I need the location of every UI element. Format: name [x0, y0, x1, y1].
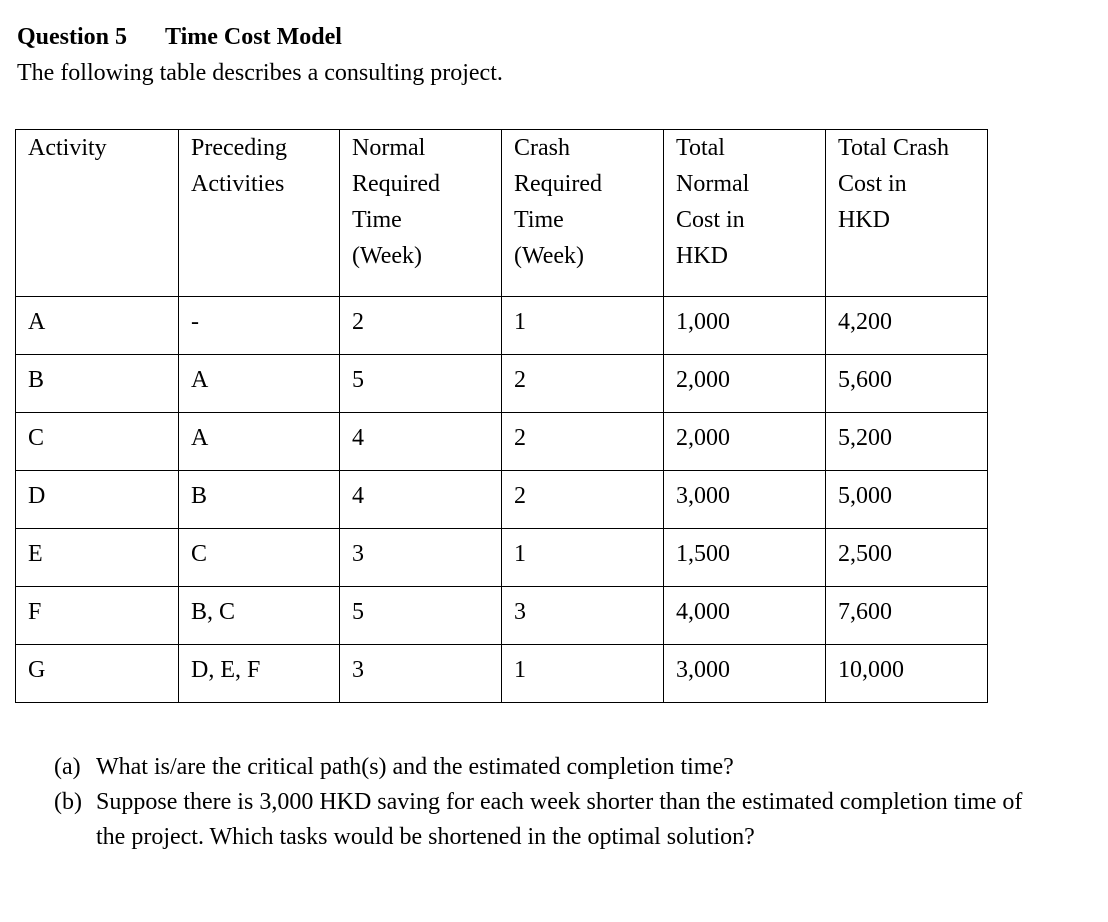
cell-crash-cost: 4,200 — [826, 297, 988, 355]
header-line: Crash — [514, 135, 570, 161]
header-line: Cost in — [676, 207, 745, 233]
table-row — [16, 587, 988, 645]
question-text-a: What is/are the critical path(s) and the estimated completion time? — [96, 754, 734, 780]
header-line: Total — [676, 135, 725, 161]
header-line: Activity — [28, 135, 107, 161]
cell-crash-cost: 5,600 — [826, 355, 988, 413]
header-line: Time — [514, 207, 564, 233]
cell-crash-cost: 2,500 — [826, 529, 988, 587]
question-label-b: (b) — [54, 789, 82, 815]
question-label-a: (a) — [54, 754, 81, 780]
cell-activity: A — [16, 297, 179, 355]
header-line: Required — [352, 171, 440, 197]
header-preceding-activities — [179, 130, 340, 297]
cell-activity: F — [16, 587, 179, 645]
header-line: Normal — [676, 171, 750, 197]
cell-crash-time: 1 — [502, 297, 664, 355]
cell-preceding: C — [179, 529, 340, 587]
cell-normal-time: 5 — [340, 355, 502, 413]
cell-crash-cost: 5,200 — [826, 413, 988, 471]
cell-normal-time: 4 — [340, 471, 502, 529]
header-activity — [16, 130, 179, 297]
cell-normal-time: 3 — [340, 529, 502, 587]
header-line: Preceding — [191, 135, 287, 161]
cell-crash-time: 2 — [502, 413, 664, 471]
header-line: Normal — [352, 135, 426, 161]
cell-preceding: A — [179, 355, 340, 413]
cell-normal-cost: 2,000 — [664, 355, 826, 413]
question-item-a — [54, 750, 1056, 785]
cell-activity: G — [16, 645, 179, 703]
table-header-row — [16, 130, 988, 297]
header-line: Total Crash — [838, 135, 949, 161]
cell-normal-cost: 1,000 — [664, 297, 826, 355]
cell-normal-time: 4 — [340, 413, 502, 471]
table-row — [16, 529, 988, 587]
cell-activity: C — [16, 413, 179, 471]
cell-preceding: A — [179, 413, 340, 471]
cell-crash-cost: 10,000 — [826, 645, 988, 703]
cell-crash-time: 1 — [502, 529, 664, 587]
cell-crash-time: 2 — [502, 355, 664, 413]
question-label: Question 5 — [17, 24, 128, 50]
header-normal-time — [340, 130, 502, 297]
intro-text: The following table describes a consulting project. — [17, 60, 503, 86]
cell-crash-cost: 5,000 — [826, 471, 988, 529]
header-line: Activities — [191, 171, 285, 197]
cell-normal-time: 5 — [340, 587, 502, 645]
cell-crash-time: 3 — [502, 587, 664, 645]
cell-normal-time: 3 — [340, 645, 502, 703]
header-line: (Week) — [352, 243, 423, 269]
cell-crash-time: 2 — [502, 471, 664, 529]
cell-preceding: - — [179, 297, 340, 355]
header-line: Time — [352, 207, 402, 233]
cell-preceding: B — [179, 471, 340, 529]
header-line: (Week) — [514, 243, 585, 269]
cell-activity: E — [16, 529, 179, 587]
table-row — [16, 355, 988, 413]
question-heading — [17, 24, 342, 51]
header-line: HKD — [838, 207, 890, 233]
question-list — [54, 750, 1056, 855]
header-line: HKD — [676, 243, 728, 269]
table-row — [16, 297, 988, 355]
cell-preceding: D, E, F — [179, 645, 340, 703]
header-line: Required — [514, 171, 602, 197]
cell-normal-cost: 3,000 — [664, 645, 826, 703]
cell-normal-time: 2 — [340, 297, 502, 355]
cell-activity: B — [16, 355, 179, 413]
header-crash-time — [502, 130, 664, 297]
table-row — [16, 471, 988, 529]
cell-normal-cost: 4,000 — [664, 587, 826, 645]
table-row — [16, 413, 988, 471]
cell-crash-cost: 7,600 — [826, 587, 988, 645]
header-line: Cost in — [838, 171, 907, 197]
cell-normal-cost: 1,500 — [664, 529, 826, 587]
cell-normal-cost: 2,000 — [664, 413, 826, 471]
question-topic: Time Cost Model — [165, 24, 342, 50]
cell-normal-cost: 3,000 — [664, 471, 826, 529]
question-item-b — [54, 785, 1056, 855]
header-total-crash-cost — [826, 130, 988, 297]
cell-activity: D — [16, 471, 179, 529]
header-total-normal-cost — [664, 130, 826, 297]
cell-crash-time: 1 — [502, 645, 664, 703]
time-cost-table — [15, 129, 988, 703]
cell-preceding: B, C — [179, 587, 340, 645]
table-row — [16, 645, 988, 703]
question-text-b: Suppose there is 3,000 HKD saving for each week shorter than the estimated completion time of the project. Which tasks would be shortened in the optimal solution? — [96, 789, 1023, 850]
